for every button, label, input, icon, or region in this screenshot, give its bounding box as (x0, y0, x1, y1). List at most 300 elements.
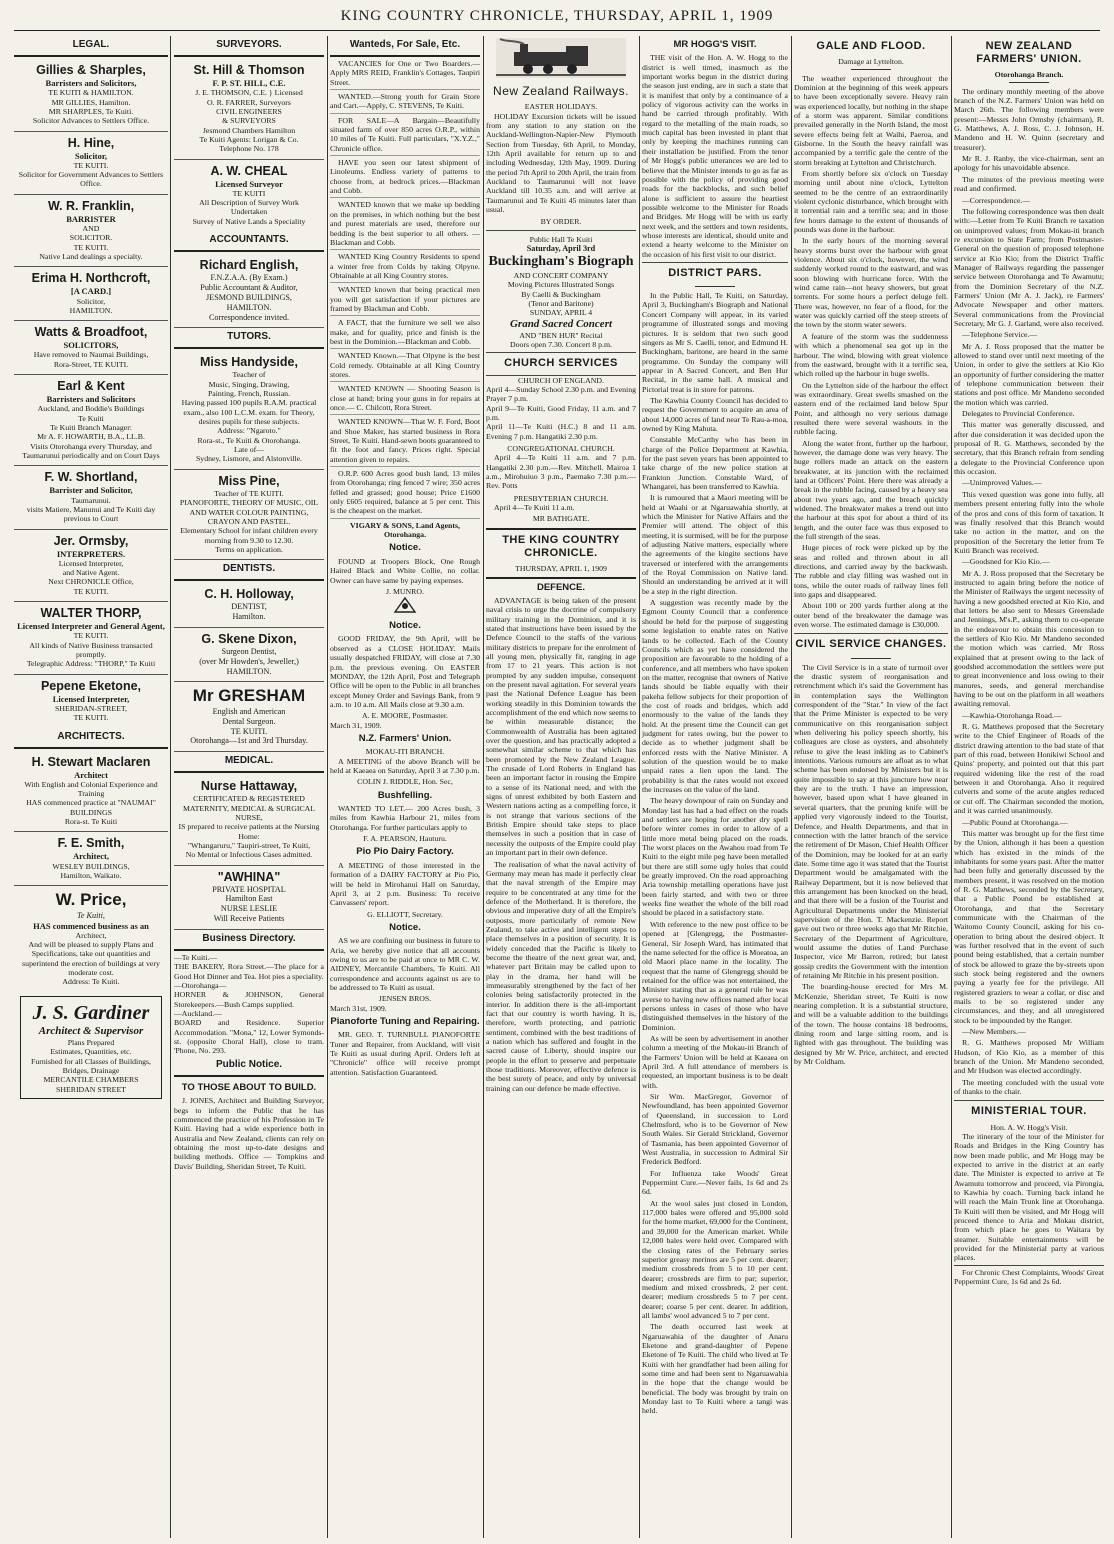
text-line: —Te Kuiti.— (174, 952, 218, 962)
ad-line: J. E. THOMSON, C.E. } Licensed (195, 88, 303, 98)
text-line: PIANOFORTE, THEORY OF MUSIC, OIL AND WATER COLOUR PAINTING, CRAYON AND PASTEL. (179, 498, 319, 526)
ad-block (14, 832, 168, 886)
ad-line: TE KUITI. (73, 160, 109, 170)
gardiner-name: J. S. Gardiner (32, 1001, 150, 1024)
ad-line: & SURVEYORS (222, 116, 276, 126)
text-line: Teacher of TE KUITI. (214, 488, 284, 498)
text-line: Teacher of (232, 370, 266, 380)
farmers-union-sig: COLIN J. RIDDLE, Hon. Sec, (357, 777, 453, 787)
ad-line: Taumarunui. (71, 495, 111, 505)
column-wanteds (330, 36, 480, 1538)
ad-line: Visits Otorohanga every Thursday, and Taumarunui periodically and on Court Days (22, 441, 160, 460)
farmers-union-head: NEW ZEALAND FARMERS' UNION. (976, 40, 1082, 66)
nurse-ad (174, 775, 324, 865)
gale-sub: Damage at Lyttelton. (838, 57, 904, 67)
biograph-company: AND CONCERT COMPANY (513, 270, 609, 280)
biograph-items (486, 280, 636, 317)
defence-para: The realisation of what the naval activity of Germany may mean has made it perfectly clear that the naval strength of the Empire may require to be concentrated at any time for the defence of the Motherland. It is therefore, the obvious and imperative duty of all the Empire's outposts, more particularly of remote New Zealand, to take active and intelligent steps to place themselves in a position of security. It is widely conceded that the Pacific is likely to become the theatre of the next great war, and, whatever part Britain may be called upon to play in the drama, her hand will be immeasurably strengthened by the fact of her colonies being satisfactorily protected in the interior. In addition there is the all-important fact that our country is worth having. It is, therefore, worth protecting, and patriotic sentiment, combined with the best traditions of a nation which has suffered and fought in the sacred cause of Liberty, should inspire our people in the effort to preserve and perpetuate those traditions. Moreover, effective defence is the best surety of peace, and only by universal training can our defence be made effective. (486, 859, 636, 1093)
bushfelling-head: Bushfelling. (377, 789, 433, 801)
dentist-name: Mr GRESHAM (192, 686, 306, 706)
farmers-union-para: The following correspondence was then dealt with:—Letter from Te Kuiti Branch re taxation on unimproved values; from Mokau-iti branch re excursion to State Farm; from Postmaster-General on the question of proposed telephone service at Kio Kio; from the District Traffic Manager of Railways regarding the passenger service between Otorohanga and Te Awamutu; from the Dominion Secretary of the N.Z. Farmers' Union (Mr A. J. Jack), re Farmers' Advocate Newspaper and other matters. Several communications from the Provincial Secretary, Mr G. J. Garland, were also received. (954, 206, 1104, 328)
architect-ads (14, 751, 168, 992)
farmers-union-body: A MEETING of the above Branch will be held at Kaeaea on Saturday, April 3 at 7.30 p.m. (330, 756, 480, 775)
vigary-sig: VIGARY & SONS, Land Agents, Otorohanga. (350, 520, 460, 540)
ad-block (14, 321, 168, 375)
paper-title: THE KING COUNTRY CHRONICLE. (486, 528, 636, 564)
gale-head: GALE AND FLOOD. (816, 40, 926, 52)
wanted-item: WANTED KNOWN — Shooting Season is close at hand; bring your guns in for repairs at once.— C. Chilcott, Rora Street. (330, 384, 480, 415)
text-line: By Caelli & Buckingham (521, 289, 601, 299)
railways-sig: BY ORDER. (540, 216, 582, 226)
ad-line: Architect, (75, 930, 107, 940)
text-line: April 9—Te Kuiti, Good Friday, 11 a.m. and 7 p.m. (486, 403, 636, 422)
ad-name: WALTER THORP, (40, 606, 142, 621)
wanted-item: WANTED King Country Residents to spend a winter free from Colds by taking Olpyne. Obtainable at all King Country stores. (330, 252, 480, 283)
ad-line: INTERPRETERS. (56, 548, 126, 559)
gale-para: From shortly before six o'clock on Tuesday morning until about nine o'clock, Lyttelton seemed to be the centre of an extraordinarily violent cyclonic disturbance, which brought with it torrential rain and a terrific sea; and in those few hours damage to the extent of thousands of pounds was done in the harbour. (794, 168, 948, 235)
ad-line: All Description of Survey Work (199, 198, 299, 208)
gale-para: In the early hours of the morning several heavy storms burst over the harbour with great violence. About six o'clock, however, the wind suddenly worked round to the eastward, and was soon blowing with hurricane force. With the wind came rain—not heavy showers, but great torrents. For some hours a perfect deluge fell. There was, however, no fear of a flood, for the water was quickly carried off the steep streets of the town by the storm water sewers. (794, 236, 948, 330)
ad-name: St. Hill & Thomson (193, 63, 305, 77)
notice-body: AS we are confining our business in future to Aria, we hereby give notice that all accounts owing to us are to be paid at once to MR C. W. AIDNEY, Mercantile Chambers, Te Kuiti. All correspondence and accounts against us are to be addressed to Te Kuiti as usual. (330, 936, 480, 992)
text-line: BOARD and Residence. Superior Accommodation. "Mona," 12, Lower Symonds-st. (opposite Choral Hall), close to tram. 'Phone, No. 293. (174, 1018, 324, 1056)
ad-line: Next CHRONICLE Office, (48, 577, 134, 587)
gale-para: Along the water front, further up the harbour, however, the damage done was very heavy. The huge rollers made an attack on the eastern breakwater, at its junction with the reclaimed land at Officers' Point. Here there was already a break in the rubble facing, caused by a heavy sea about two years ago, and the breach quickly widened. The breakwater makes a trend out into the harbour at this spot for about a third of its length, and the outer face was thus exposed to the full strength of the seas. (794, 438, 948, 542)
text-line: —Otorohanga— (174, 981, 227, 991)
district-para: A suggestion was recently made by the Egmont County Council that a conference should be held for the purpose of suggesting some legislation to enable rates on Native lands to be collected. Each of the County Councils which as yet have considered the proposition are favourable to the holding of a conference, and all members who have spoken on the matter, recognise that owners of Native lands should be liable equally with their pakeha fellow subjects for their proportion of the cost of roads and bridges, which add enormously to the value of the lands they hold. At the present time the Council can get judgment for rates owing, but the power to decide as to whether judgment shall be enforced rests with the Native Minister. A solution of the question would be to make unpaid rates a lien upon the land. The probability is that the rates would not exceed the increases on the value of the land. (642, 598, 788, 795)
railways-title: New Zealand Railways. (493, 84, 629, 98)
dentist-ad-gresham (174, 682, 324, 752)
ad-name: W. R. Franklin, (47, 198, 135, 213)
presbyterian-body: April 4—Te Kuiti 11 a.m. (494, 503, 575, 513)
wanted-item: FOR SALE—A Bargain—Beautifully situated farm of over 850 acres O.R.P., within 10 miles of Te Kuiti. Full particulars, "X.Y.Z.," Chronicle office. (330, 116, 480, 156)
ad-name: Earl & Kent (57, 379, 125, 394)
piano-body: MR. GEO. T. TURNBULL PIANOFORTE Tuner and Repairer, from Auckland, will visit Te Kuiti as usual during April. Orders left at "Chronicle" office will receive prompt attention. Satisfaction Guaranteed. (330, 1030, 480, 1077)
farmers-union-para: R. G. Matthews proposed that the Secretary write to the Chief Engineer of Roads of the district drawing attention to the bad state of that part of this road, between Honikiwi School and Quins' property, and pointed out that this part required widening like the rest of the road between it and Otorohanga. Also it required culverts and some of the acute angles reduced or cut off. The Chairman seconded the motion, and it was carried unanimously. (954, 722, 1104, 816)
text-line: DENTIST, (231, 602, 267, 612)
gardiner-ad (20, 996, 162, 1099)
column-divider (951, 36, 952, 1538)
ad-line: Address: Te Kuiti. (62, 977, 120, 987)
district-para: With reference to the new post office to be opened at [Glengregg, the Postmaster-General, Sir Joseph Ward, has intimated that the name selected for the office is Moeatoa, an old Maori place name in the locality. The request that the name of Glengregg should be retained for the office was not entertained, the Minister stating that as a general rule he was averse to having new offices named after local persons unless in cases of those who have distinguished themselves in the history of the Dominion. (642, 919, 788, 1032)
tutor-lines (174, 489, 324, 554)
surveyor-ads (174, 59, 324, 231)
piano-head: Pianoforte Tuning and Repairing. (330, 1016, 480, 1028)
congregational-head: CONGREGATIONAL CHURCH. (507, 444, 615, 454)
ad-line: visits Matiere, Manunui and Te Kuiti day previous to Court (26, 504, 156, 524)
ad-line: BARRISTER (66, 213, 116, 224)
defence-paras (486, 596, 636, 1093)
text-line: THE BAKERY, Rora Street.—The place for a Good Hot Dinner and Tea. Hot pies a speciality. (174, 962, 324, 981)
text-line: Address: "Ngaroto." (217, 426, 281, 436)
ad-line: SHERIDAN-STREET, (55, 703, 127, 713)
farmers-union-para: —Public Pound at Otorohanga.— (962, 817, 1068, 827)
text-line: No Mental or Infectious Cases admitted. (185, 850, 313, 860)
biograph-name: Buckingham's Biograph (488, 254, 634, 270)
text-line: SUNDAY, APRIL 4 (529, 308, 593, 318)
ad-line: And will be pleased to supply Plans and Specifications, take out quantities and superintend the erection of buildings at very moderate cost. (22, 940, 160, 978)
text-line: English and American (212, 706, 286, 716)
text-line: Hamilton East (225, 894, 273, 904)
ad-line: TE KUITI (232, 188, 266, 198)
text-line: JESMOND BUILDINGS, (206, 292, 292, 302)
column-divider (791, 36, 792, 1538)
text-line: Moving Pictures Illustrated Songs (507, 280, 615, 290)
crest-icon (330, 596, 480, 617)
gale-para: On the Lyttelton side of the harbour the effect was extraordinary. Great swells smashed on the eastern end of the reclaimed land below Spur Point, and although no very serious damage resulted there were several washouts in the rubble facing. (794, 380, 948, 437)
gale-para: The weather experienced throughout the Dominion at the beginning of this week appears to have been exceptionally severe. Heavy rain was experienced locally, but nothing in the shape of a storm was apparent. Similar conditions prevailed generally in the North Island, the most severe effects being felt at Waihi, Paeroa, and Gisborne. In the South the heavy rainfall was accompanied by a terrific gale the centre of the storm breaking at Lyttelton and Christchurch. (794, 73, 948, 167)
text-line: Terms on application. (215, 544, 283, 554)
section-wanteds: Wanteds, For Sale, Etc. (330, 36, 480, 57)
notice-sig: JENSEN BROS. (378, 994, 432, 1004)
biograph-grand: Grand Sacred Concert (509, 317, 613, 330)
ad-block (14, 466, 168, 529)
ad-block (174, 59, 324, 160)
district-para: For Influenza take Woods' Great Peppermint Cure.—Never fails, 1s 6d and 2s 6d. (642, 1168, 788, 1197)
civil-para: The boarding-house erected for Mrs M. McKenzie, Sheridan street, Te Kuiti is now nearing completion. It is a substantial structure, and will be a valuable addition to the buildings of the town. The house contains 18 bedrooms, dining room and large sitting room, and is lighted with gas throughout. The building was designed by Mr W. Price, architect, and erected by Mr Coldham. (794, 982, 948, 1067)
farmers-union-para: The minutes of the previous meeting were read and confirmed. (954, 174, 1104, 194)
ad-line: Te Kuiti Branch Manager: (50, 422, 132, 432)
text-line: "Whangaruru," Taupiri-street, Te Kuiti, (187, 840, 311, 850)
ad-line: Barristers and Solicitors (46, 394, 136, 405)
district-para: Sir Wm. MacGregor, Governor of Newfoundland, has been appointed Governor of Queensland, in succession to Lord Chelmsford, who is to be Governor of New South Wales. Sir Gerald Strickland, Governor of Tasmania, has been appointed Governor of West Australia, in succession to Admiral Sir Frederick Bedford. (642, 1092, 788, 1167)
text-line: PRIVATE HOSPITAL (212, 884, 286, 894)
column-legal (14, 36, 168, 1538)
tutor-lines (174, 370, 324, 463)
notice-sig: A. E. MOORE, Postmaster. (362, 711, 448, 721)
ad-line: Hamilton, Waikato. (60, 871, 122, 880)
column-divider (170, 36, 171, 1538)
farmers-union-para: This matter was brought up for the first time by the Union, although it has been a question which has existed in the minds of the inhabitants for some years past. After the matter had been fully and generally discussed by the members present, it was resolved on the motion of R. G. Matthews, seconded by the Secretary, that a Public Pound be established at Otorohanga, and that the Secretary communicate with the Chairman of the Waitomo County Council, asking for his co-operation to bring about the desired object. It was further resolved that in the event of such pound being established, that a certain number of stock be allowed to graze the by-streets upon such stock being registered and the owners paying a yearly fee for the privilege. All registered graziers to wear a collar, or disc and mails to be so registered under any circumstances, and they, and all unregistered stock to be impounded by the Ranger. (954, 828, 1104, 1025)
ad-name: Erima H. Northcroft, (31, 271, 151, 286)
ad-name: W. Price, (55, 890, 127, 910)
text-line: April 4—Sunday School 2.30 p.m. and Evening Prayer 7 p.m. (486, 384, 636, 404)
presbyterian-head: PRESBYTERIAN CHURCH. (513, 493, 609, 503)
farmers-union-para: This vexed question was gone into fully, all members present entering fully into the whole of the pros and cons of this form of taxation. It was finally resolved that this Branch would take no action in the matter, and on the proposition of the Secretary the letter from Te Kuiti Branch was received. (954, 489, 1104, 555)
ad-line: Telegraphic Address: "THORP," Te Kuiti (26, 659, 156, 669)
ad-line: SOLICITORS, (63, 340, 119, 351)
nurse-name: Nurse Hattaway, (200, 779, 298, 794)
ad-line: TE KUITI. (73, 631, 109, 641)
farmers-union-head: N.Z. Farmers' Union. (358, 732, 452, 744)
district-para: The heavy downpour of rain on Sunday and Monday last has had a bad effect on the roads and settlers are hoping for another dry spell before winter comes in order to allow of a little more metal being placed on the roads. The worst places on the Awahou road from Te Kuiti to the eight mile peg have been metalled but there are still some ugly holes that could be greatly improved. On the road approaching Aria township metalling operations have just been fairly started, and with two or three weeks fine weather the whole of the bill road should be placed in a satisfactory state. (642, 796, 788, 918)
tutor-ad-handyside (174, 351, 324, 469)
text-line: Music, Singing, Drawing, (208, 379, 290, 389)
farmers-union-para: Delegates to Provincial Conference. (962, 409, 1075, 419)
wanted-item: WANTED.—Strong youth for Grain Store and Cart.—Apply, C. STEVENS, Te Kuiti. (330, 92, 480, 114)
ad-line: Solicitor, (76, 296, 106, 306)
masthead: KING COUNTRY CHRONICLE, THURSDAY, APRIL 1, 1909 (340, 8, 774, 24)
column-gale (794, 36, 948, 1538)
text-line: Sydney, Lismore, and Alstonville. (195, 454, 303, 464)
wanted-item: VACANCIES for One or Two Boarders.—Apply MRS REID, Franklin's Cottages, Taupiri Street. (330, 59, 480, 90)
bushfelling-body: WANTED TO LET.— 200 Acres bush, 3 miles from Kawhia Harbour 21, miles from Otorohanga. For further particulars apply to (330, 804, 480, 832)
ad-line: [A CARD.] (70, 286, 112, 297)
ad-line: Undertaken (230, 207, 268, 217)
text-line: F.N.Z.A.A. (By Exam.) (210, 273, 288, 283)
railways-body: HOLIDAY Excursion tickets will be issued from any station to any station on the Auckland-Wellington-Napier-New Plymouth Section from Tuesday, 6th April, to Monday, 12th April available for return up to and including Wednesday, 12th May, 1909. During the period 7th April to 20th April, the train from Auckland to Taumarunui will not leave Auckland till 10.35 a.m. and will arrive at Taumarunui and Te Kuiti 45 minutes later than usual. (486, 111, 636, 215)
ad-name: A. W. CHEAL (210, 163, 288, 178)
ad-line: Mr A. F. HOWARTH, B.A., LL.B. (37, 432, 145, 442)
district-para: The death occurred last week at Ngaruawahia of the daughter of Anaru Eketone and grand-daughter of Pepene Eketone of Te Kuiti. The child who lived at Te Kuiti with her grandfather had been ailing for some time and had been sent to Ngaruawahia in the hope that the change would be beneficial. The body was brought by train on Monday last to Te Kuiti where a tangi was held. (642, 1322, 788, 1416)
district-para: At the wool sales just closed in London, 117,000 bales were offered and 95,000 sold for the home market, 69,000 for the Continent, and 39,000 for the American market. While 12,000 bales were held over. Compared with the closing rates of the February series superior greasy merinos are 5 per cent. dearer; medium crossbreds from 5 to 10 per cent. dearer; crossbreds are firm to par; superior, medium and mixed crossbreds, 2 per cent. dearer; medium crossbreds 5 to 7 per cent. dearer; coarse 5 per cent. dearer. In addition, all lambs' wool advanced 5 to 7 per cent. (642, 1198, 788, 1320)
wanted-item: O.R.P. 600 Acres good bush land, 13 miles from Otorohanga; ring fenced 7 wire; 350 acres felled and grassed; good house; Price £1600 only £605 required, balance at 5 per cent. This is the cheapest on the market. (330, 469, 480, 519)
farmers-union-para: —Unimproved Values.— (962, 478, 1042, 488)
notice-sig: J. MUNRO. (386, 586, 424, 596)
district-paras (642, 291, 788, 1416)
text-line: Correspondence invited. (208, 312, 290, 322)
bushfelling-sig: F. A. PEARSON, Hauturu. (363, 834, 447, 844)
section-legal: LEGAL. (14, 36, 168, 57)
dentist-ad (174, 583, 324, 628)
dentist-ad (174, 628, 324, 683)
paper-date: THURSDAY, APRIL 1, 1909 (486, 564, 636, 578)
gale-para: Huge pieces of rock were picked up by the seas and rolled and thrown about in all directions, and carried away by the backwash. The rubble and clay filling was washed out in tons, while the outer roads of railway lines fell into gaps and disappeared. (794, 543, 948, 600)
ad-block (174, 160, 324, 232)
civil-service-head: CIVIL SERVICE CHANGES. (794, 633, 948, 655)
gale-para: A feature of the storm was the suddenness with which a phenomenal sea got up in the harbour. The wind, blowing with great violence from the eastward, brought with it a terrific sea, which rolled up the harbour in huge swells. (794, 331, 948, 379)
ad-line: Survey of Native Lands a Speciality (192, 216, 306, 226)
column-divider (639, 36, 640, 1538)
section-dentists: DENTISTS. (174, 560, 324, 581)
gardiner-line: MERCANTILE CHAMBERS (43, 1075, 139, 1085)
text-line: HAMILTON. (226, 302, 272, 312)
district-para: In the Public Hall, Te Kuiti, on Saturday, April 3, Buckingham's Biograph and National Concert Company will appear, in its varied programme of illustrated songs and moving pictures. It is seldom that two such good singers as Mr S. Caelli, tenor, and Edmund H. Buckingham, baritone, are heard in the same programme. On Sunday the company will appear in A Sacred Concert, and Ben Hur Recital, in the same hall. A musical and Pictorial treat is in store for patrons. (642, 291, 788, 394)
wanted-item: HAVE you seen our latest shipment of Linoleums. Endless variety of patterns to choose from, at bedrock prices.—Blackman and Cobb. (330, 158, 480, 198)
section-tutors: TUTORS. (174, 328, 324, 349)
dentist-lines (174, 707, 324, 746)
ad-line: With English and Colonial Experience and Training (24, 779, 158, 799)
gardiner-lines (25, 1038, 157, 1094)
text-line: Rora-st., Te Kuiti & Otorohanga. (197, 435, 301, 445)
church-of-england-lines (486, 385, 636, 441)
text-line: NURSE LESLIE (220, 904, 278, 914)
district-para: The Kawhia County Council has decided to request the Government to acquire an area of about 14,000 acres of land near Te Rau-a-moa, owned by King Mahuta. (642, 395, 788, 433)
defence-head: DEFENCE. (536, 581, 586, 593)
railways-sub: EASTER HOLIDAYS. (524, 102, 598, 112)
ad-line: and Native Agent. (62, 568, 120, 578)
biograph-date: Saturday, April 3rd (526, 244, 596, 254)
ad-name: H. Hine, (67, 135, 115, 150)
biograph-location: Public Hall Te Kuiti (529, 234, 593, 244)
ad-line: Licensed Interpreter and General Agent, (17, 621, 165, 632)
wanted-item: WANTED Known.—That Olpyne is the best Cold remedy. Obtainable at all King Country stores. (330, 351, 480, 382)
ad-block (14, 132, 168, 195)
column-divider (327, 36, 328, 1538)
public-notice-body: J. JONES, Architect and Building Surveyor, begs to inform the Public that he has commenced the practice of his Profession in Te Kuiti. Having had a wide experience both in Australia and New Zealand, clients can rely on obtaining the most up-to-date designs and building methods. Office — Tompkins and Davis' Building, Sheridan Street, Te Kuiti. (174, 1096, 324, 1171)
ad-name: F. E. Smith, (57, 836, 125, 851)
legal-ads (14, 59, 168, 728)
gardiner-line: Furnished for all Classes of Buildings, Bridges, Drainage (31, 1056, 151, 1076)
text-line: Late of— (233, 445, 265, 455)
section-surveyors: SURVEYORS. (174, 36, 324, 57)
farmers-union-para: R. G. Matthews proposed Mr William Hudson, of Kio Kio, as a member of this branch of the Union. Mr Mandeno seconded, and Mr Hudson was elected accordingly. (954, 1038, 1104, 1076)
tutor-name: Miss Pine, (218, 473, 280, 488)
text-line: Will Receive Patients (213, 914, 285, 924)
ad-line: WESLEY BUILDINGS, (52, 861, 130, 871)
district-pars-head: DISTRICT PARS. (642, 262, 788, 284)
dentist-lines (174, 647, 324, 677)
notice-body: GOOD FRIDAY, the 9th April, will be observed as a CLOSE HOLIDAY. Mails usually despatched FRIDAY, will close at 7.30 p.m. the previous evening. On EASTER MONDAY, the 12th April, Post and Telegraph Office will be open to the Public in all branches except Money Order and Savings Bank, from 9 a.m. to 10 a.m. All Mails close at 9.30 a.m. (330, 634, 480, 709)
ad-name: Watts & Broadfoot, (34, 325, 148, 340)
text-line: CERTIFICATED & REGISTERED (193, 794, 305, 804)
ad-line: HAMILTON. (69, 305, 113, 315)
ministerial-tour-body: The itinerary of the tour of the Minister for Roads and Bridges in the King Country has now been made public, and Mr Hogg may be expected to arrive in the district at an early date. The Minister is expected to arrive at Te Awamutu tomorrow and proceed, via Pirongia, to Kawhia by coach. Turning back inland he will reach the Main Trunk line at Otorohanga. Te Kuiti will then be visited, and Mr Hogg will proceed thence to Aria and Mokau district, from which place he goes to Waitara by steamer. Suitable entertainments will be provided for the Ministerial party at various places. (954, 1132, 1104, 1263)
section-public-notice: Public Notice. (174, 1056, 324, 1077)
ad-line: Rora-Street, TE KUITI. (53, 359, 129, 369)
piopio-body: A MEETING of those interested in the formation of a DAIRY FACTORY at Pio Pio, will be held in Mirohanui Hall on Saturday, April 3, at 2 p.m. Business: To receive Canvassers' report. (330, 860, 480, 908)
wanted-item: WANTED known that being practical men you will get satisfaction if your pictures are framed by Blackman and Cobb. (330, 285, 480, 316)
church-of-england-head: CHURCH OF ENGLAND. (518, 375, 604, 385)
farmers-union-para: This matter was generally discussed, and after due consideration it was decided upon the proposal of R. G. Matthews, seconded by the secretary, that this Branch refrain from sending a delegate to the Provincial Conference upon this occasion. (954, 420, 1104, 477)
ad-name: Jer. Ormsby, (53, 533, 129, 548)
ad-name: Gillies & Sharples, (36, 63, 146, 77)
ad-line: MR GILLIES, Hamilton. (51, 97, 131, 107)
gardiner-line: SHERIDAN STREET (56, 1084, 126, 1094)
ad-line: CIVIL ENGINEERS (216, 106, 282, 116)
ad-line: Telephone No. 178 (219, 144, 279, 154)
ad-line: F. P. ST. HILL, C.E. (212, 78, 286, 88)
text-line: HAMILTON. (226, 666, 272, 676)
text-line: —Auckland.— (174, 1009, 222, 1019)
ad-line: Solicitor Advances to Settlers Office. (32, 116, 150, 126)
farmers-union-sub: MOKAU-ITI BRANCH. (365, 747, 445, 757)
ad-block (14, 59, 168, 132)
presbyterian-sig: MR BATHGATE. (532, 514, 590, 524)
ad-line: SOLICITOR. (69, 233, 113, 243)
ad-block (14, 267, 168, 321)
biograph-doors: Doors open 7.30. Concert 8 p.m. (510, 340, 612, 350)
column-divider (483, 36, 484, 1538)
ad-line: Have removed to Naumai Buildings, (33, 350, 149, 360)
ad-name: Pepene Eketone, (40, 678, 142, 693)
ad-line: Rora-st. Te Kuiti (64, 817, 118, 827)
defence-para: ADVANTAGE is being taken of the present naval crisis to urge the doctrine of compulsory military training in the Dominion, and it is stated that instructions have been issued by the Defence Council to the staffs of the various military districts to prepare for the enrolment of all young men, physically fit, ranging in age from 17 to 21 years. This action is not prompted by any sudden impulse, consequent on the present naval agitation. For several years past the National Defence League has been working steadily in this Dominion towards the accomplishment of the end which now seems to be within measurable distance; the Commonwealth of Australia has been agitated over the question, and has practically adopted a somewhat similar scheme to that which has been promoted by the New Zealand League. The crusade of Lord Roberts in England has been an important factor in rousing the Empire to a sense of its National need, and with the signs of unrest exhibited by both Eastern and Western nations acting as a compelling force, it is not strange that various sections of the British Empire should take steps to place themselves in such a position that in case of necessity the outposts of the Empire could play an important part in their own defence. (486, 595, 636, 858)
section-business-directory: Business Directory. (174, 930, 324, 951)
text-line: HORNER & JOHNSON, General Storekeepers.—Bush Camps supplied. (174, 990, 324, 1009)
farmers-union-para: The ordinary monthly meeting of the above branch of the N.Z. Farmers' Union was held on March 26th. The following members were present:—Messrs John Ormsby (chairman), R. G. Matthews, A. J. Ross, C. J. Johnson, H. Mandeno and H. W. Quinn (secretary and treasurer). (954, 86, 1104, 152)
ad-line: AND (82, 223, 100, 233)
ad-line: Licensed Interpreter, (52, 693, 130, 704)
farmers-union-para: —Goodsned for Kio Kio.— (962, 557, 1050, 567)
gardiner-title: Architect & Supervisor (38, 1024, 144, 1037)
masthead-rule (14, 30, 1100, 31)
ad-line: HAS commenced business as an (33, 920, 149, 931)
ad-name: H. Stewart Maclaren (31, 754, 151, 769)
ad-line: Barristers and Solicitors, (45, 78, 137, 88)
ad-line: Solicitor for Government Advances to Settlers Office. (18, 170, 164, 189)
ad-block (14, 530, 168, 603)
text-line: TE KUITI. (230, 726, 268, 736)
ad-block (14, 751, 168, 833)
ad-line: Jesmond Chambers Hamilton (202, 125, 296, 135)
ministerial-tour-head: MINISTERIAL TOUR. (954, 1100, 1104, 1122)
ad-line: HAS commenced practice at "NAUMAI" BUILDINGS (26, 798, 156, 817)
text-line: Painting, French, Russian. (207, 389, 291, 399)
hospital-ad (174, 866, 324, 930)
directory-lines (174, 953, 324, 1056)
ad-line: Te Kuiti (78, 413, 104, 423)
farmers-union-para: The meeting concluded with the usual vote of thanks to the chair. (954, 1077, 1104, 1097)
accountant-name: Richard English, (199, 258, 299, 273)
ad-block (14, 375, 168, 466)
nurse-lines (174, 794, 324, 859)
wanted-items (330, 59, 480, 519)
piopio-sig: G. ELLIOTT, Secretary. (367, 909, 443, 919)
ad-line: Architect, (73, 851, 109, 862)
farmers-union-paras (954, 87, 1104, 1097)
notice-body: FOUND at Troopers Block, One Rough Haired Black and White Collie, no collar. Owner can have same by paying expenses. (330, 556, 480, 585)
farmers-union-sub: Otorohanga Branch. (994, 70, 1064, 80)
notice-date: March 31, 1909. (330, 720, 382, 730)
accountant-ad (174, 254, 324, 328)
notice-head: Notice. (389, 921, 421, 933)
ad-line: Licensed Surveyor (215, 178, 283, 189)
ad-block (14, 675, 168, 728)
section-accountants: ACCOUNTANTS. (174, 231, 324, 252)
district-para: It is rumoured that a Maori meeting will be held at Waahi or at Ngaruawahia shortly, at which the Minister for Native Affairs and the Premier will attend. The object of this meeting, it is surmised, will be for the purpose of adjusting Native matters, especially where the agreements of the kingite sections have traversed or interfered with the arrangements of the Royal Commission on Native land. Should an understanding be arrived at it will be a step in the right direction. (642, 493, 788, 596)
gale-paras (794, 74, 948, 630)
farmers-union-para: —Telephone Service.— (962, 330, 1038, 340)
dentist-lines (174, 602, 324, 622)
section-medical: MEDICAL. (174, 752, 324, 773)
farmers-union-para: —New Members.— (962, 1027, 1026, 1037)
ad-line: Barrister and Solicitor, (49, 485, 133, 496)
hospital-lines (174, 885, 324, 924)
section-architects: ARCHITECTS. (14, 728, 168, 749)
district-para: Constable McCarthy who has been in charge of the Police Department at Kawhia, for the past seven years has been appointed to take charge of the new police station at Frankton Junction. Constable Ward, of Whangarei, has been transferred to Kawhia. (642, 435, 788, 492)
gardiner-line: Plans Prepared (67, 1038, 115, 1048)
farmers-union-para: Mr A. J. Ross proposed that the Secretary be instructed to again bring before the notice of the Minister of Railways the urgent necessity of having a new goodshed erected at Kio Kio, and that letters be also sent to Messrs Greenslade and Jennings, M's.P., asking them to co-operate in the endeavour to obtain this concession to the settlers of Kio Kio. Mr Mandeno seconded the motion which was carried. Mr Ross explained that at present owing to the lack of goodshed accommodation the settlers were put to great inconvenience and loss owing to their manures, seeds, and general merchandise having to be out on the platform in all weathers awaiting removal. (954, 568, 1104, 709)
district-para: As will be seen by advertisement in another column a meeting of the Mokau-iti Branch of the Farmers' Union will be held at Kaeaea on April 3rd. A full attendance of members is requested, an important business is to be dealt with. (642, 1033, 788, 1090)
civil-paras (794, 663, 948, 1067)
ad-block (14, 195, 168, 268)
text-line: Having passed 100 pupils R.A.M. practical exam., also 100 L.C.M. exam. for Theory, desires pupils for these subjects. (181, 398, 317, 427)
notice-date: March 31st, 1909. (330, 1003, 387, 1013)
woods-ad: For Chronic Chest Complaints, Woods' Great Peppermint Cure, 1s 6d and 2s 6d. (954, 1265, 1104, 1287)
tutor-name: Miss Handyside, (200, 355, 298, 370)
wanted-item: WANTED KNOWN—That W. F. Ford, Boot and Shoe Maker, has started business in Rora Street, Te Kuiti. Hand-sewn boots guaranteed to fit the foot and fancy. Prices right. Special attention given to repairs. (330, 417, 480, 467)
tutor-ad-pine (174, 470, 324, 560)
text-line: Surgeon Dentist, (221, 646, 277, 656)
ad-line: Licensed Interpreter, (58, 558, 124, 568)
text-line: Otorohanga—1st and 3rd Thursday. (190, 736, 308, 746)
text-line: (over Mr Howden's, Jeweller,) (199, 656, 299, 666)
notice-head: Notice. (389, 542, 421, 554)
text-line: Public Accountant & Auditor, (200, 283, 298, 292)
farmers-union-para: —Kawhia-Otorohanga Road.— (962, 710, 1062, 720)
ad-line: Architect (74, 769, 108, 780)
accountant-lines (174, 273, 324, 322)
civil-para: The Civil Service is in a state of turmoil over the drastic system of reorganisation and retrenchment which it's said the Government has in contemplation says the Wellington correspondent of the "Star." In view of the fact that the Prime Minister is expected to be very communicative on this reorganisation subject when delivering his policy speech shortly, his colleagues are close as oysters, and absolutely refuse to give the least inkling as to Cabinet's intentions. Various rumours are afloat as to what scheme has been endorsed by Ministers but it is quite impossible to say at this juncture how near they are to the truth. I have an impression, however, based upon what I have gleaned in several quarters, that the pruning knife will be applied very vigorously indeed to the Tourist, Defence, and Health Departments, and that in connection with the latter branch of the service the retirement of Dr Mason, Chief Health Officer of the Dominion, may be looked for at an early date. Some time ago it was stated that the Tourist Department would be amalgamated with the Railway Department, but it is now believed that this arrangement has been knocked on the head, and that there will be a fusion of the Tourist and Agricultural Departments under the Ministerial supervision of the Hon. T. Mackenzie. Report gave out two or three weeks ago that Mr Ritchie, Secretary of the Department of Agriculture, would assume the duties of Land Purchase Inspector, vice Mr Barron, retired; but latest gossip credits the Government with the intention of retaining Mr Ritchie in his present position. (794, 662, 948, 980)
text-line: (Tenor and Baritone) (528, 298, 594, 308)
column-district (642, 36, 788, 1538)
ad-line: Solicitor, (74, 150, 108, 161)
ad-line: O. R. FARRER, Surveyors (207, 97, 291, 107)
ad-line: Te Kuiti Agents: Lorigan & Co. (199, 134, 299, 144)
biograph-ben-hur: AND "BEN HUR" Recital (519, 330, 603, 340)
public-notice-head: TO THOSE ABOUT TO BUILD. (181, 1081, 317, 1093)
ad-name: F. W. Shortland, (44, 470, 138, 485)
text-line: Hamilton. (232, 612, 266, 622)
farmers-union-para: Mr A. J. Ross proposed that the matter be allowed to stand over until next meeting of the Union, in order to give the settlers at Kio Kio an opportunity of further considering the matter of telephone communication between their stations and post office. Mr Mandeno seconded the motion which was carried. (954, 341, 1104, 407)
congregational-body: April 4—Te Kuiti 11 a.m. and 7 p.m. Hangatiki 2.30 p.m.—Rev. Mitchell. Mairoa 1 a.m., Mirohuiuo 3 p.m., Paemako 7.30 p.m.—Rev. Potts (486, 453, 636, 491)
text-line: IS prepared to receive patients at the Nursing Home: (178, 822, 320, 841)
farmers-union-para: —Correspondence.— (962, 195, 1031, 205)
notice-head: Notice. (389, 620, 421, 632)
ad-line: TE KUITI. (73, 242, 109, 252)
farmers-union-para: Mr R. J. Ranby, the vice-chairman, sent an apology for his unavoidable absence. (954, 154, 1104, 173)
